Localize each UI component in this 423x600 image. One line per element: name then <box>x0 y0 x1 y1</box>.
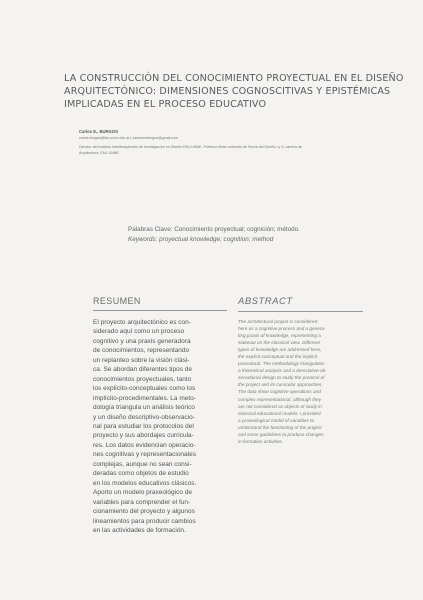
paper-title <box>64 72 404 111</box>
resumen-line: res. Los datos evidencian operacio- <box>93 441 196 449</box>
resumen-line: complejas, aunque no sean consi- <box>93 460 192 468</box>
abstract-heading: ABSTRACT <box>238 296 363 312</box>
resumen-line: cognitivo y una praxis generadora <box>93 337 191 345</box>
abstract-line: here as a cognitive process and a genera- <box>238 326 326 332</box>
abstract-line: the explicit-conceptual and the implicit <box>238 354 317 360</box>
resumen-heading: RESUMEN <box>93 296 227 311</box>
affiliation-line: Director del Instituto Interdisciplinario de Investigación en Diseño FAU-UNNE. Profesor titular ordinario de Teoría del Diseño I y II, carrera de <box>79 145 302 149</box>
keywords-block <box>128 225 368 245</box>
resumen-line: El proyecto arquitectónico es con- <box>93 319 191 326</box>
abstract-line: are not considered as objects of study in <box>238 403 322 409</box>
resumen-line: nes cognitivas y representacionales <box>93 451 196 459</box>
abstract-line: servational design to study the protocol of <box>238 375 325 381</box>
abstract-line: classical educational models. I provided <box>238 410 321 416</box>
resumen-line: implícito-procedimentales. La meto- <box>93 394 196 402</box>
title-line: ARQUITECTÓNICO: DIMENSIONES COGNOSCITIVAS Y EPISTÉMICAS <box>64 86 391 98</box>
abstract-line: The data show cognitive operations and <box>238 389 321 395</box>
abstract-line: a theoretical analysis and a descriptive-ob- <box>238 368 327 374</box>
author-affiliation <box>79 145 369 157</box>
abstract-line: stakeout on the classical view. Different <box>238 340 320 346</box>
author-email: carlos.burgos@fau.unne.edu.ar | carlosrenburgos@gmail.com <box>79 136 179 140</box>
abstract-line: ting praxis of knowledge, representing a <box>238 333 321 339</box>
affiliation-line: Arquitectura, FAU-UNNE. <box>79 150 120 155</box>
abstract-section <box>238 296 363 445</box>
resumen-text <box>93 318 227 535</box>
resumen-line: en los modelos educativos clásicos. <box>93 479 197 487</box>
author-name: Carlos E., BURGOS <box>79 129 118 134</box>
resumen-line: Aporto un modelo praxeológico de <box>93 489 193 497</box>
resumen-line: de conocimientos, representando <box>93 347 190 355</box>
abstract-text <box>238 318 363 445</box>
abstract-line: The architectural project is considered <box>238 319 318 324</box>
keywords-en: Keywords: proyectual knowledge; cognition; method <box>128 236 274 243</box>
resumen-line: lineamientos para producir cambios <box>93 517 196 525</box>
resumen-line: deradas como objetos de estudio <box>93 470 189 478</box>
resumen-line: un replanteo sobre la visión clási- <box>93 356 190 364</box>
resumen-line: variables para comprender el fun- <box>93 498 191 506</box>
resumen-line: cionamiento del proyecto y algunos <box>93 508 195 516</box>
keywords-es: Palabras Clave: Conocimiento proyectual; cognición; método. <box>128 226 300 233</box>
resumen-line: ca. Se abordan diferentes tipos de <box>93 366 193 374</box>
abstract-line: complex representational, although they <box>238 396 322 402</box>
abstract-line: understand the functioning of the project <box>238 424 322 430</box>
resumen-line: y un diseño descriptivo-observacio- <box>93 413 195 421</box>
abstract-line: types of knowledge are addressed here, <box>238 347 322 353</box>
author-block <box>79 129 379 141</box>
resumen-line: dología triangula un análisis teórico <box>93 404 195 412</box>
title-line: LA CONSTRUCCIÓN DEL CONOCIMIENTO PROYECTUAL EN EL DISEÑO <box>64 73 404 85</box>
abstract-line: in formation activities. <box>238 438 284 444</box>
abstract-line: and some guidelines to produce changes <box>238 431 324 437</box>
abstract-line: procedural. The methodology triangulates <box>238 361 325 367</box>
abstract-line: the project and its curricular approaches. <box>238 382 323 388</box>
resumen-line: los explícito-conceptuales como los <box>93 385 196 393</box>
resumen-line: en las actividades de formación. <box>93 526 186 534</box>
resumen-line: conocimientos proyectuales, tanto <box>93 375 192 383</box>
abstract-line: a praxeological model of variables to <box>238 417 315 423</box>
resumen-line: proyecto y sus abordajes curricula- <box>93 432 194 440</box>
resumen-line: nal para estudiar los protocolos del <box>93 422 194 430</box>
title-line: IMPLICADAS EN EL PROCESO EDUCATIVO <box>64 99 267 111</box>
resumen-line: siderado aquí como un proceso <box>93 328 185 336</box>
resumen-section <box>93 296 227 535</box>
